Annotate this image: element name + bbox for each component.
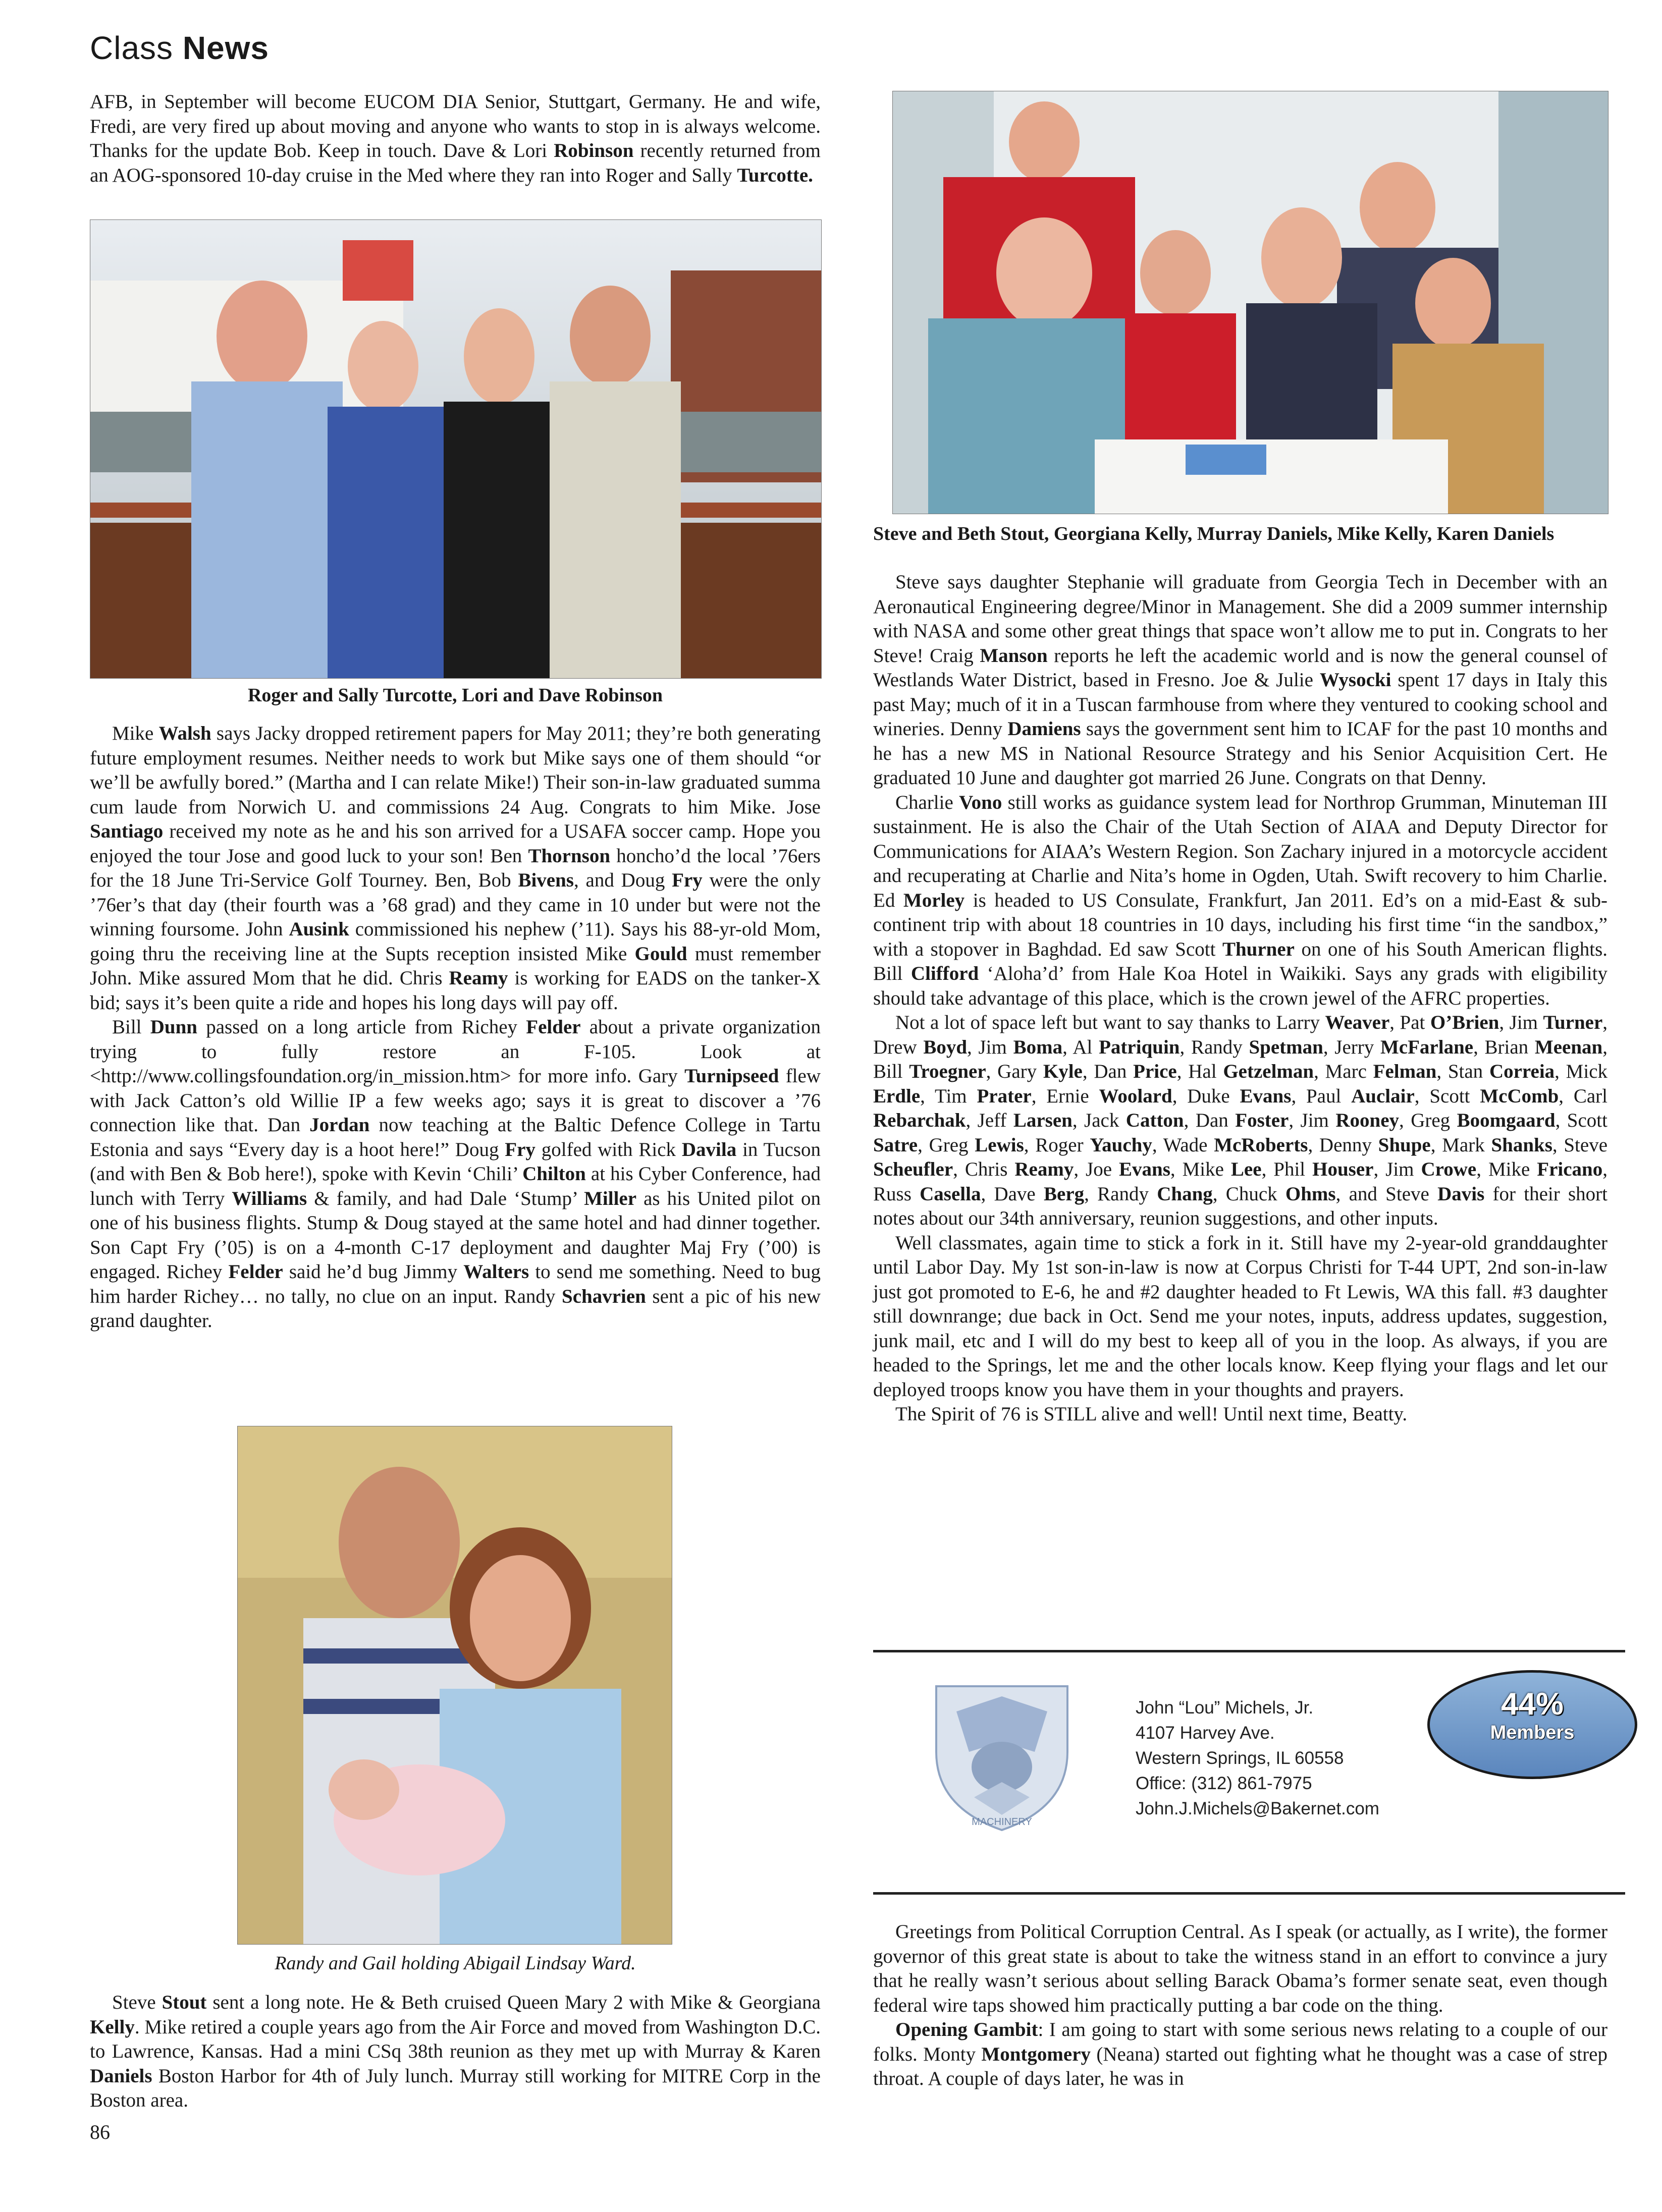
name-bold: McRoberts <box>1214 1134 1308 1156</box>
text-run: , Scott <box>1555 1110 1607 1131</box>
name-bold: Dunn <box>150 1016 197 1038</box>
text-run: , Drew <box>873 1012 1608 1058</box>
paragraph <box>873 1402 1607 1427</box>
name-bold: Troegner <box>909 1061 986 1082</box>
text-run: , Jack <box>1072 1110 1126 1131</box>
text-run: , Chuck <box>1212 1183 1285 1205</box>
contact-address: 4107 Harvey Ave. <box>1136 1723 1275 1743</box>
text-run: is working for EADS on the tanker-X bid; says it’s been quite a ride and hopes his long days will pay off. <box>90 967 821 1014</box>
name-bold: Boma <box>1013 1036 1063 1058</box>
page-number: 86 <box>90 2121 110 2143</box>
name-bold: Opening Gambit <box>895 2019 1038 2040</box>
text-run: , Jeff <box>966 1110 1013 1131</box>
right-bottom-text <box>873 1920 1607 2091</box>
photo-randy-gail-image <box>238 1426 672 1944</box>
text-run: , Randy <box>1084 1183 1157 1205</box>
name-bold: Miller <box>584 1187 637 1209</box>
paragraph <box>873 570 1607 791</box>
photo-stout-kelly-daniels-caption: Steve and Beth Stout, Georgiana Kelly, Murray Daniels, Mike Kelly, Karen Daniels <box>873 523 1554 544</box>
text-run: commissioned his nephew (’11). Says his 88-yr-old Mom, going thru the receiving line at the Supts reception insisted Mike <box>90 918 821 965</box>
divider-bottom <box>873 1892 1625 1895</box>
name-bold: Turnipseed <box>684 1065 779 1087</box>
text-run: Steve <box>112 1992 162 2013</box>
text-run: passed on a long article from Richey <box>197 1016 526 1038</box>
name-bold: Casella <box>920 1183 981 1205</box>
text-run: now teaching at the Baltic Defence College in Tartu Estonia and says “Every day is a hoot here!” Doug <box>90 1114 821 1160</box>
name-bold: Ausink <box>289 918 349 940</box>
photo-turcotte-robinson-image <box>90 220 821 678</box>
name-bold: Lewis <box>975 1134 1024 1156</box>
name-bold: Morley <box>903 889 965 911</box>
name-bold: Clifford <box>910 963 979 984</box>
name-bold: Gould <box>634 943 687 965</box>
name-bold: Yauchy <box>1090 1134 1152 1156</box>
text-run: , and Doug <box>573 869 672 891</box>
text-run: Not a lot of space left but want to say thanks to Larry <box>895 1012 1325 1033</box>
text-run: Greetings from Political Corruption Central. As I speak (or actually, as I write), the former governor of this great state is about to take the witness stand in an effort to convince a jury that he really wasn’t serious about selling Barack Obama’s former senate seat, even though federal wire taps showed him practically putting a bar code on the thing. <box>873 1921 1607 2016</box>
text-run: in Tucson (and with Ben & Bob here!), spoke with Kevin ‘Chili’ <box>90 1138 821 1185</box>
left-bottom-text <box>90 1990 821 2113</box>
text-run: Mike <box>112 723 159 744</box>
name-bold: Lee <box>1230 1158 1262 1180</box>
text-run: Bill <box>112 1016 150 1038</box>
name-bold: Turcotte. <box>737 164 813 186</box>
contact-name: John “Lou” Michels, Jr. <box>1136 1698 1314 1718</box>
paragraph <box>90 722 821 1015</box>
text-run: recently returned from an AOG-sponsored 10-day cruise in the Med where they ran into Roger and Sally <box>90 140 821 186</box>
text-run: (Neana) started out fighting what he thought was a case of strep throat. A couple of days later, he was in <box>873 2043 1607 2089</box>
paragraph <box>873 1920 1607 2018</box>
crest-text: MACHINERY <box>972 1816 1032 1828</box>
text-run: honcho’d the local ’76ers for the 18 June Tri-Service Golf Tourney. Ben, Bob <box>90 845 821 891</box>
divider-top <box>873 1650 1625 1652</box>
text-run: on one of his South American flights. Bill <box>873 938 1607 984</box>
text-run: & family, and had Dale ‘Stump’ <box>307 1187 584 1209</box>
name-bold: Catton <box>1125 1110 1184 1131</box>
left-middle-text <box>90 722 821 1334</box>
name-bold: Fry <box>672 869 703 891</box>
name-bold: McComb <box>1480 1085 1559 1107</box>
text-run: ‘Aloha’d’ from Hale Koa Hotel in Waikiki. Says any grads with eligibility should take advantage of this place, which is the crown jewel of the AFRC properties. <box>873 963 1607 1009</box>
text-run: , Tim <box>920 1085 977 1107</box>
name-bold: Schavrien <box>562 1285 646 1307</box>
name-bold: Fry <box>505 1138 535 1160</box>
name-bold: Larsen <box>1013 1110 1073 1131</box>
photo-turcotte-robinson-caption: Roger and Sally Turcotte, Lori and Dave Robinson <box>247 685 663 706</box>
name-bold: Evans <box>1240 1085 1292 1107</box>
left-intro-text <box>90 90 821 188</box>
name-bold: Manson <box>980 644 1048 667</box>
text-run: , Roger <box>1024 1134 1090 1156</box>
text-run: , Scott <box>1414 1085 1480 1107</box>
name-bold: Chilton <box>522 1163 586 1185</box>
name-bold: Davila <box>681 1138 737 1160</box>
name-bold: Crowe <box>1421 1158 1477 1180</box>
name-bold: O’Brien <box>1430 1012 1499 1033</box>
name-bold: Walsh <box>158 723 211 744</box>
badge-percent: 44% <box>1500 1687 1564 1722</box>
name-bold: Jordan <box>309 1114 370 1136</box>
text-run: , Greg <box>1399 1110 1457 1131</box>
name-bold: Felman <box>1373 1061 1437 1082</box>
name-bold: Satre <box>873 1134 918 1156</box>
paragraph <box>90 1990 821 2113</box>
name-bold: Chang <box>1157 1183 1213 1205</box>
text-run: , Mike <box>1170 1158 1231 1180</box>
text-run: , Jim <box>1373 1158 1421 1180</box>
name-bold: Kyle <box>1043 1061 1083 1082</box>
name-bold: Damiens <box>1007 718 1081 740</box>
text-run: , Dan <box>1184 1110 1236 1131</box>
text-run: about a private organization trying to fully restore an F-105. Look at <http://www.collingsfoundation.org/in_mission.htm> for more info. Gary <box>90 1016 821 1087</box>
name-bold: Weaver <box>1325 1012 1390 1033</box>
name-bold: Fricano <box>1537 1158 1603 1180</box>
paragraph <box>90 90 821 188</box>
name-bold: Daniels <box>90 2065 152 2087</box>
text-run: received my note as he and his son arrived for a USAFA soccer camp. Hope you enjoyed the tour Jose and good luck to your son! Ben <box>90 820 821 867</box>
text-run: , Dan <box>1082 1061 1134 1082</box>
text-run: , Randy <box>1180 1036 1249 1058</box>
text-run: , Wade <box>1152 1134 1214 1156</box>
paragraph <box>873 1231 1607 1403</box>
name-bold: Price <box>1133 1061 1177 1082</box>
text-run: : I am going to start with some serious news relating to a couple of our folks. Monty <box>873 2019 1608 2065</box>
text-run: for their short notes about our 34th anniversary, reunion suggestions, and other inputs. <box>873 1183 1607 1229</box>
text-run: The Spirit of 76 is STILL alive and well! Until next time, Beatty. <box>895 1403 1408 1425</box>
text-run: , Hal <box>1176 1061 1223 1082</box>
name-bold: Thurner <box>1222 938 1295 960</box>
name-bold: Stout <box>162 1992 207 2013</box>
name-bold: Getzelman <box>1223 1061 1314 1082</box>
text-run: at his Cyber Conference, had lunch with Terry <box>90 1163 821 1209</box>
text-run: sent a long note. He & Beth cruised Queen Mary 2 with Mike & Georgiana <box>206 1992 821 2013</box>
name-bold: Montgomery <box>981 2043 1091 2065</box>
class-crest <box>926 1681 1078 1833</box>
name-bold: McFarlane <box>1380 1036 1474 1058</box>
text-run: , Mick <box>1554 1061 1608 1082</box>
text-run: , and Steve <box>1335 1183 1438 1205</box>
contact-email[interactable]: John.J.Michels@Bakernet.com <box>1136 1799 1379 1818</box>
text-run: , Carl <box>1559 1085 1607 1107</box>
name-bold: Kelly <box>90 2016 135 2038</box>
name-bold: Reamy <box>449 967 508 989</box>
text-run: is headed to US Consulate, Frankfurt, Jan 2011. Ed’s on a mid-East & sub-continent trip with about 18 countries in 10 days, including his first time “in the sandbox,” with a stopover in Baghdad. Ed saw Scott <box>873 889 1607 960</box>
header-bold: News <box>182 30 269 66</box>
text-run: still works as guidance system lead for Northrop Grumman, Minuteman III sustainment. He is also the Chair of the Utah Section of AIAA and Deputy Director for Communications for AIAA’s Western Region. Son Zachary injured in a motorcycle accident and recuperating at Charlie and Nita’s home in Ogden, Utah. Swift recovery to him Charlie. Ed <box>873 791 1607 911</box>
name-bold: Berg <box>1044 1183 1085 1205</box>
name-bold: Shanks <box>1491 1134 1552 1156</box>
text-run: , Mark <box>1430 1134 1491 1156</box>
text-run: flew with Jack Catton’s old Willie IP a few weeks ago; says it is great to discover a ’76 connection like that. Dan <box>90 1065 821 1136</box>
name-bold: Thornson <box>528 845 611 867</box>
name-bold: Bivens <box>518 869 574 891</box>
name-bold: Houser <box>1312 1158 1374 1180</box>
paragraph <box>873 1011 1607 1231</box>
name-bold: Rebarchak <box>873 1110 966 1131</box>
right-top-text <box>873 570 1607 1427</box>
name-bold: Davis <box>1437 1183 1485 1205</box>
text-run: , Greg <box>918 1134 975 1156</box>
photo-randy-gail-caption: Randy and Gail holding Abigail Lindsay Ward. <box>275 1953 636 1974</box>
name-bold: Santiago <box>90 820 164 842</box>
text-run: , Chris <box>953 1158 1015 1180</box>
name-bold: Ohms <box>1285 1183 1336 1205</box>
name-bold: Robinson <box>554 140 634 161</box>
paragraph <box>873 2018 1607 2091</box>
text-run: , Gary <box>986 1061 1043 1082</box>
name-bold: Erdle <box>873 1085 921 1107</box>
text-run: reports he left the academic world and is now the general counsel of Westlands Water District, based in Fresno. Joe & Julie <box>873 644 1608 691</box>
text-run: , Bill <box>873 1036 1607 1082</box>
text-run: AFB, in September will become EUCOM DIA Senior, Stuttgart, Germany. He and wife, Fredi, are very fired up about moving and anyone who wants to stop in is always welcome. Thanks for the update Bob. Keep in touch. Dave & Lori <box>90 91 821 161</box>
text-run: Boston Harbor for 4th of July lunch. Murray still working for MITRE Corp in the Boston area. <box>90 2065 821 2111</box>
text-run: , Paul <box>1291 1085 1352 1107</box>
text-run: , Joe <box>1074 1158 1119 1180</box>
text-run: spent 17 days in Italy this past May; much of it in a Tuscan farmhouse from where they ventured to cooking school and wineries. Denny <box>873 669 1607 740</box>
text-run: , Russ <box>873 1158 1607 1205</box>
name-bold: Woolard <box>1099 1085 1172 1107</box>
text-run: , Jim <box>967 1036 1013 1058</box>
name-bold: Foster <box>1235 1110 1289 1131</box>
text-run: to send me something. Need to bug him harder Richey… no tally, no clue on an input. Randy <box>90 1261 821 1307</box>
name-bold: Wysocki <box>1319 669 1391 691</box>
text-run: were the only ’76er’s that day (their fourth was a ’68 grad) and they came in 10 under but were not the winning foursome. John <box>90 869 821 940</box>
name-bold: Turner <box>1543 1012 1603 1033</box>
text-run: Charlie <box>895 791 959 813</box>
name-bold: Reamy <box>1014 1158 1074 1180</box>
name-bold: Felder <box>228 1261 283 1283</box>
text-run: , Stan <box>1436 1061 1489 1082</box>
membership-badge <box>1427 1670 1637 1779</box>
text-run: , Duke <box>1172 1085 1240 1107</box>
name-bold: Boyd <box>923 1036 968 1058</box>
photo-turcotte-robinson <box>90 219 822 679</box>
name-bold: Correia <box>1489 1061 1555 1082</box>
name-bold: Felder <box>526 1016 581 1038</box>
crest-shield-icon <box>926 1681 1078 1833</box>
paragraph <box>90 1015 821 1334</box>
text-run: , Dave <box>981 1183 1044 1205</box>
name-bold: Evans <box>1119 1158 1170 1180</box>
name-bold: Vono <box>959 791 1002 813</box>
text-run: , Marc <box>1314 1061 1373 1082</box>
contact-city: Western Springs, IL 60558 <box>1136 1748 1344 1768</box>
text-run: Steve says daughter Stephanie will graduate from Georgia Tech in December with an Aeronautical Engineering degree/Minor in Management. She did a 2009 summer internship with NASA and some other great things that space won’t allow me to put in. Congrats to her Steve! Craig <box>873 571 1607 667</box>
text-run: , Steve <box>1552 1134 1608 1156</box>
text-run: , Ernie <box>1031 1085 1099 1107</box>
name-bold: Walters <box>463 1261 529 1283</box>
name-bold: Spetman <box>1249 1036 1323 1058</box>
name-bold: Scheufler <box>873 1158 953 1180</box>
photo-stout-kelly-daniels <box>892 91 1609 514</box>
name-bold: Shupe <box>1378 1134 1431 1156</box>
text-run: , Brian <box>1473 1036 1535 1058</box>
text-run: says Jacky dropped retirement papers for May 2011; they’re both generating future employment resumes. Neither needs to work but Mike says one of them should “or we’ll be awfully bored.” (Martha and I can relate Mike!) Their son-in-law graduated summa cum laude from Norwich U. and commissions 24 Aug. Congrats to him Mike. Jose <box>90 723 821 818</box>
text-run: , Al <box>1062 1036 1099 1058</box>
text-run: , Jerry <box>1323 1036 1380 1058</box>
text-run: says the government sent him to ICAF for the past 10 months and he has a new MS in National Resource Strategy and his Senior Acquisition Cert. He graduated 10 June and daughter got married 26 June. Congrats on that Denny. <box>873 718 1607 789</box>
header-light: Class <box>90 30 174 66</box>
badge-label: Members <box>1490 1722 1575 1743</box>
paragraph <box>873 791 1607 1011</box>
photo-stout-kelly-daniels-image <box>893 91 1608 514</box>
text-run: , Mike <box>1476 1158 1537 1180</box>
text-run: . Mike retired a couple years ago from the Air Force and moved from Washington D.C. to Lawrence, Kansas. Had a mini CSq 38th reunion as they met up with Murray & Karen <box>90 2016 821 2062</box>
name-bold: Meenan <box>1534 1036 1603 1058</box>
text-run: Well classmates, again time to stick a fork in it. Still have my 2-year-old granddaughter until Labor Day. My 1st son-in-law is now at Corpus Christi for T-44 UPT, 2nd son-in-law just got promoted to E-6, he and #2 daughter headed to Ft Lewis, WA this fall. #3 daughter still downrange; due back in Oct. Send me your notes, inputs, address updates, suggestion, junk mail, etc and I will do my best to keep all of you in the loop. As always, if you are headed to the Springs, let me and the other locals know. Keep flying your flags and let our deployed troops know you have them in your thoughts and prayers. <box>873 1232 1607 1401</box>
text-run: , Jim <box>1499 1012 1543 1033</box>
text-run: , Jim <box>1289 1110 1336 1131</box>
text-run: said he’d bug Jimmy <box>283 1261 464 1283</box>
name-bold: Rooney <box>1335 1110 1400 1131</box>
name-bold: Prater <box>977 1085 1032 1107</box>
name-bold: Williams <box>232 1187 307 1209</box>
text-run: , Denny <box>1308 1134 1378 1156</box>
name-bold: Boomgaard <box>1457 1110 1556 1131</box>
contact-office: Office: (312) 861-7975 <box>1136 1774 1312 1793</box>
text-run: , Pat <box>1389 1012 1430 1033</box>
name-bold: Patriquin <box>1099 1036 1180 1058</box>
text-run: must remember John. Mike assured Mom that he did. Chris <box>90 943 821 989</box>
text-run: as his United pilot on one of his business flights. Stump & Doug stayed at the same hotel and had dinner together. Son Capt Fry (’05) is on a 4-month C-17 deployment and daughter Maj Fry (’00) is engaged. Richey <box>90 1187 821 1283</box>
text-run: golfed with Rick <box>535 1138 682 1160</box>
name-bold: Auclair <box>1351 1085 1415 1107</box>
text-run: , Phil <box>1261 1158 1313 1180</box>
text-run: sent a pic of his new grand daughter. <box>90 1285 821 1332</box>
section-header <box>90 29 269 67</box>
photo-randy-gail <box>237 1426 672 1945</box>
